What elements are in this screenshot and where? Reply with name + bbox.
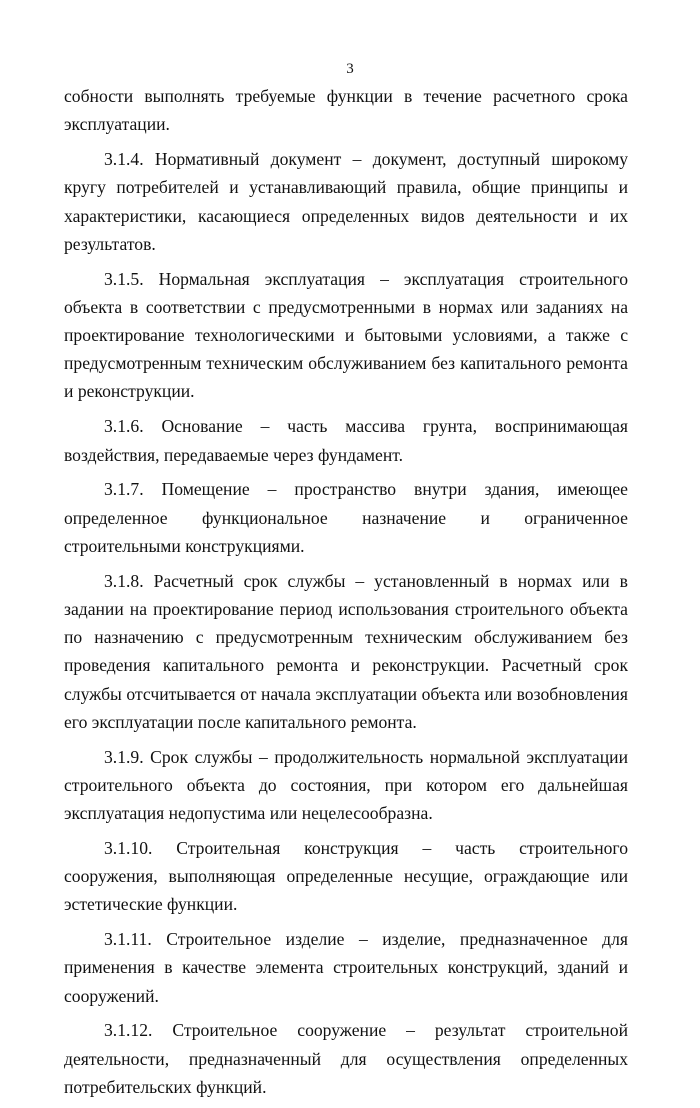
page-number: 3 <box>346 61 354 77</box>
paragraph-3-1-10: 3.1.10. Строительная конструкция – часть строительного сооружения, выполняющая определенные несущие, ограждающие или эстетические функции. <box>64 837 628 915</box>
paragraph-continuation: собности выполнять требуемые функции в течение расчетного срока эксплуатации. <box>64 86 628 135</box>
paragraph-3-1-8: 3.1.8. Расчетный срок службы – установленный в нормах или в задании на проектирование период использования строительного объекта по назначению с предусмотренным техническим обслуживанием без проведения капитального ремонта и реконструкции. Расчетный срок службы отсчитывается от начала эксплуатации объекта или возобновления его эксплуатации после капитального ремонта. <box>64 570 628 732</box>
paragraph-3-1-7: 3.1.7. Помещение – пространство внутри здания, имеющее определенное функциональное назначение и ограниченное строительными конструкциями. <box>64 479 628 556</box>
paragraph-3-1-5: 3.1.5. Нормальная эксплуатация – эксплуатация строительного объекта в соответствии с предусмотренными в нормах или заданиях на проектирование технологическими и бытовыми условиями, а также с предусмотренным техническим обслуживанием без капитального ремонта и реконструкции. <box>64 268 628 402</box>
paragraph-3-1-9: 3.1.9. Срок службы – продолжительность нормальной эксплуатации строительного объекта до состояния, при котором его дальнейшая эксплуатация недопустима или нецелесообразна. <box>64 746 628 823</box>
paragraph-3-1-6: 3.1.6. Основание – часть массива грунта, воспринимающая воздействия, передаваемые через фундамент. <box>64 416 628 465</box>
paragraph-3-1-4: 3.1.4. Нормативный документ – документ, доступный широкому кругу потребителей и устанавливающий правила, общие принципы и характеристики, касающиеся определенных видов деятельности и их результатов. <box>64 149 628 254</box>
document-body <box>64 82 628 1108</box>
paragraph-3-1-12: 3.1.12. Строительное сооружение – результат строительной деятельности, предназначенный для осуществления определенных потребительских функций. <box>64 1020 628 1097</box>
paragraph-3-1-11: 3.1.11. Строительное изделие – изделие, предназначенное для применения в качестве элемента строительных конструкций, зданий и сооружений. <box>64 929 628 1006</box>
